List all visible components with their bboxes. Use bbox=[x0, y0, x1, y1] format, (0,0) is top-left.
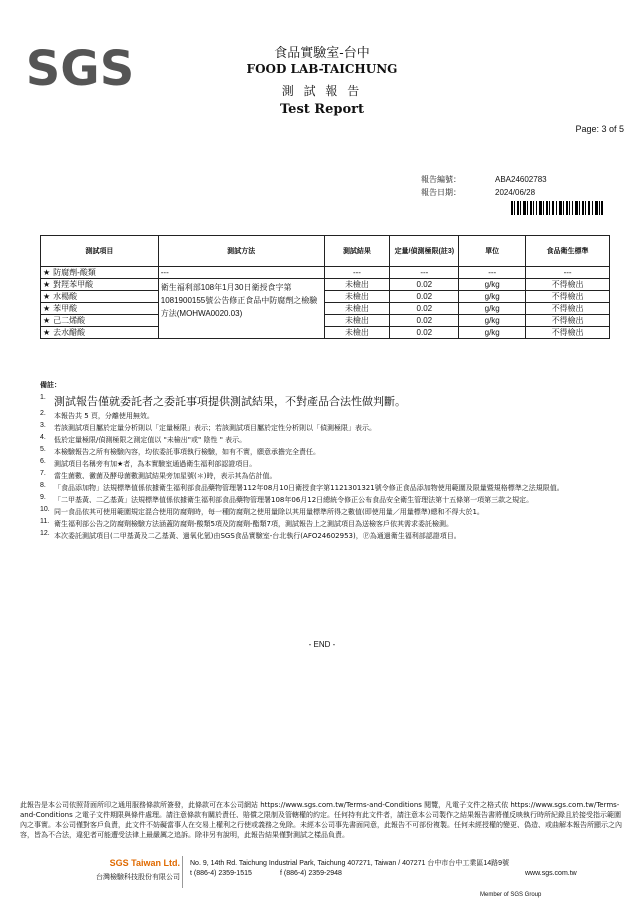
std-cell: --- bbox=[526, 267, 610, 279]
method-cell: 衛生福利部108年1月30日衛授食字第1081900155號公告修正食品中防腐劑之檢驗方法(MOHWA0020.03) bbox=[158, 279, 324, 339]
result-cell: 未檢出 bbox=[324, 315, 390, 327]
item-name: 防腐劑-酸類 bbox=[53, 268, 96, 277]
note-item bbox=[40, 458, 610, 470]
note-text: 同一食品依其可使用範圍規定混合使用防腐劑時，每一種防腐劑之使用量除以其用量標準所得之數值(即使用量／用量標準)總和不得大於1。 bbox=[54, 508, 484, 516]
table-row bbox=[41, 291, 610, 303]
logo-text: SGS bbox=[25, 41, 135, 95]
report-number: ABA24602783 bbox=[495, 175, 547, 184]
note-text: 本檢驗報告之所有檢驗內容，均依委託事項執行檢驗，如有不實，願意承擔完全責任。 bbox=[54, 448, 320, 456]
note-number: 4. bbox=[40, 434, 46, 441]
note-number: 9. bbox=[40, 494, 46, 501]
telephone: t (886-4) 2359-1515 bbox=[190, 870, 252, 877]
result-cell: 未檢出 bbox=[324, 279, 390, 291]
note-text: 若該測試項目屬於定量分析則以「定量極限」表示；若該測試項目屬於定性分析則以「偵測極限」表示。 bbox=[54, 424, 376, 432]
note-item bbox=[40, 494, 610, 506]
note-item bbox=[40, 530, 610, 542]
table-row bbox=[41, 315, 610, 327]
item-cell bbox=[41, 291, 159, 303]
std-cell: 不得檢出 bbox=[526, 303, 610, 315]
note-text: 本次委託測試項目(二甲基黃及二乙基黃、過氧化氫)由SGS食品實驗室-台北執行(AFO24602953)，Ⓟ為通過衛生福利部認證項目。 bbox=[54, 532, 461, 540]
item-cell bbox=[41, 327, 159, 339]
note-text: 測試報告僅就委託者之委託事項提供測試結果，不對產品合法性做判斷。 bbox=[54, 395, 406, 408]
item-cell bbox=[41, 303, 159, 315]
note-item bbox=[40, 482, 610, 494]
unit-cell: g/kg bbox=[459, 315, 526, 327]
note-text: 「二甲基黃、二乙基黃」法規標準值係依據衛生福利部食品藥物管理署108年06月12日總統令修正公布食品安全衛生管理法第十五條第一項第三款之規定。 bbox=[54, 496, 534, 504]
company-name-en: SGS Taiwan Ltd. bbox=[109, 858, 180, 868]
lab-name-en: FOOD LAB-TAICHUNG bbox=[246, 62, 398, 76]
note-item bbox=[40, 518, 610, 530]
unit-cell: g/kg bbox=[459, 303, 526, 315]
limit-cell: 0.02 bbox=[390, 303, 459, 315]
note-item bbox=[40, 422, 610, 434]
limit-cell: --- bbox=[390, 267, 459, 279]
result-cell: --- bbox=[324, 267, 390, 279]
note-number: 10. bbox=[40, 506, 50, 513]
star-icon: ★ bbox=[43, 316, 51, 325]
footer-divider bbox=[182, 856, 183, 888]
star-icon: ★ bbox=[43, 268, 51, 277]
report-date-label: 報告日期： bbox=[421, 188, 461, 197]
note-text: 衛生福利部公告之防腐劑檢驗方法涵蓋防腐劑-酸類5項及防腐劑-酯類7項，測試報告上之測試項目為送檢客戶依其需求委託檢測。 bbox=[54, 520, 453, 528]
method-cell: --- bbox=[158, 267, 324, 279]
report-date: 2024/06/28 bbox=[495, 188, 536, 197]
note-number: 2. bbox=[40, 410, 46, 417]
member-of-group: Member of SGS Group bbox=[480, 892, 542, 898]
address: No. 9, 14th Rd. Taichung Industrial Park, Taichung 407271, Taiwan / 407271 台中市台中工業區14路9號 bbox=[190, 860, 510, 867]
col-limit: 定量/偵測極限(註3) bbox=[390, 236, 459, 267]
note-number: 11. bbox=[40, 518, 50, 525]
std-cell: 不得檢出 bbox=[526, 291, 610, 303]
company-name-cn: 台灣檢驗科技股份有限公司 bbox=[96, 874, 180, 881]
item-cell bbox=[41, 315, 159, 327]
note-item bbox=[40, 506, 610, 518]
note-number: 8. bbox=[40, 482, 46, 489]
note-number: 3. bbox=[40, 422, 46, 429]
item-name: 己二烯酸 bbox=[53, 316, 86, 325]
report-title-cn: 測 試 報 告 bbox=[281, 84, 363, 98]
result-cell: 未檢出 bbox=[324, 291, 390, 303]
note-item bbox=[40, 394, 610, 410]
note-text: 測試項目名稱旁有加★者，為本實驗室通過衛生福利部認證項目。 bbox=[54, 460, 257, 468]
limit-cell: 0.02 bbox=[390, 291, 459, 303]
limit-cell: 0.02 bbox=[390, 315, 459, 327]
unit-cell: g/kg bbox=[459, 327, 526, 339]
table-row bbox=[41, 279, 610, 291]
note-text: 當生菌數、黴菌及酵母菌數測試結果旁加星號(＊)時，表示其為估計值。 bbox=[54, 472, 277, 480]
col-item: 測試項目 bbox=[41, 236, 159, 267]
note-number: 6. bbox=[40, 458, 46, 465]
col-result: 測試結果 bbox=[324, 236, 390, 267]
note-item bbox=[40, 470, 610, 482]
fax: f (886-4) 2359-2948 bbox=[280, 870, 342, 877]
table-header-row bbox=[41, 236, 610, 267]
note-item bbox=[40, 446, 610, 458]
result-cell: 未檢出 bbox=[324, 327, 390, 339]
unit-cell: --- bbox=[459, 267, 526, 279]
note-item bbox=[40, 410, 610, 422]
col-unit: 單位 bbox=[459, 236, 526, 267]
report-title-en: Test Report bbox=[280, 102, 364, 117]
page-number: Page: 3 of 5 bbox=[575, 124, 624, 134]
item-cell bbox=[41, 267, 159, 279]
notes-section bbox=[40, 380, 610, 542]
limit-cell: 0.02 bbox=[390, 327, 459, 339]
col-standard: 食品衛生標準 bbox=[526, 236, 610, 267]
note-text: 低於定量極限/偵測極限之測定值以 "未檢出"或" 陰性 " 表示。 bbox=[54, 436, 247, 444]
report-date-row bbox=[421, 187, 535, 198]
result-cell: 未檢出 bbox=[324, 303, 390, 315]
note-item bbox=[40, 434, 610, 446]
item-name: 去水醋酸 bbox=[53, 328, 86, 337]
item-name: 苯甲酸 bbox=[53, 304, 78, 313]
std-cell: 不得檢出 bbox=[526, 279, 610, 291]
star-icon: ★ bbox=[43, 304, 51, 313]
lab-name-cn: 食品實驗室-台中 bbox=[274, 46, 370, 61]
note-text: 「食品添加物」法規標準值係依據衛生福利部食品藥物管理署112年08月10日衛授食字第1121301321號令修正食品添加物使用範圍及限量暨規格標準之法規限值。 bbox=[54, 484, 564, 492]
disclaimer: 此報告是本公司依照背面所印之通用服務條款所簽發，此條款可在本公司網站 https://www.sgs.com.tw/Terms-and-Conditions 閱覽，凡電子文件之格式依 https://www.sgs.com.tw/Terms-and-Conditions 之電子文件期限與條件處理。請注意條款有關於責任、賠償之限制及管轄權的約定。任何持有此文件者，請注意本公司製作之結果報告書將僅反映執行時所紀錄且於接受指示範圍內之事實。本公司僅對客戶負責，此文件不妨礙當事人在交易上權利之行使或義務之免除。未經本公司事先書面同意，此報告不可部份複製。任何未經授權的變更、偽造、或曲解本報告所顯示之內容，皆為不合法，違犯者可能遭受法律上最嚴厲之追訴。除非另有說明，此報告結果僅對測試之樣品負責。 bbox=[20, 801, 622, 839]
item-name: 對羥苯甲酸 bbox=[53, 280, 94, 289]
table-row bbox=[41, 267, 610, 279]
item-name: 水楊酸 bbox=[53, 292, 78, 301]
end-marker: - END - bbox=[308, 640, 336, 649]
unit-cell: g/kg bbox=[459, 291, 526, 303]
note-number: 1. bbox=[40, 394, 46, 401]
company-block bbox=[20, 858, 180, 882]
col-method: 測試方法 bbox=[158, 236, 324, 267]
note-text: 本報告共 5 頁，分離使用無效。 bbox=[54, 412, 154, 420]
barcode bbox=[511, 201, 603, 215]
star-icon: ★ bbox=[43, 280, 51, 289]
std-cell: 不得檢出 bbox=[526, 327, 610, 339]
note-number: 12. bbox=[40, 530, 50, 537]
note-number: 5. bbox=[40, 446, 46, 453]
note-number: 7. bbox=[40, 470, 46, 477]
std-cell: 不得檢出 bbox=[526, 315, 610, 327]
report-number-row bbox=[421, 174, 547, 185]
results-table bbox=[40, 235, 610, 339]
item-cell bbox=[41, 279, 159, 291]
notes-title: 備註： bbox=[40, 381, 61, 389]
table-row bbox=[41, 303, 610, 315]
report-number-label: 報告編號： bbox=[421, 175, 461, 184]
star-icon: ★ bbox=[43, 292, 51, 301]
website: www.sgs.com.tw bbox=[525, 870, 577, 877]
unit-cell: g/kg bbox=[459, 279, 526, 291]
table-row bbox=[41, 327, 610, 339]
star-icon: ★ bbox=[43, 328, 51, 337]
limit-cell: 0.02 bbox=[390, 279, 459, 291]
